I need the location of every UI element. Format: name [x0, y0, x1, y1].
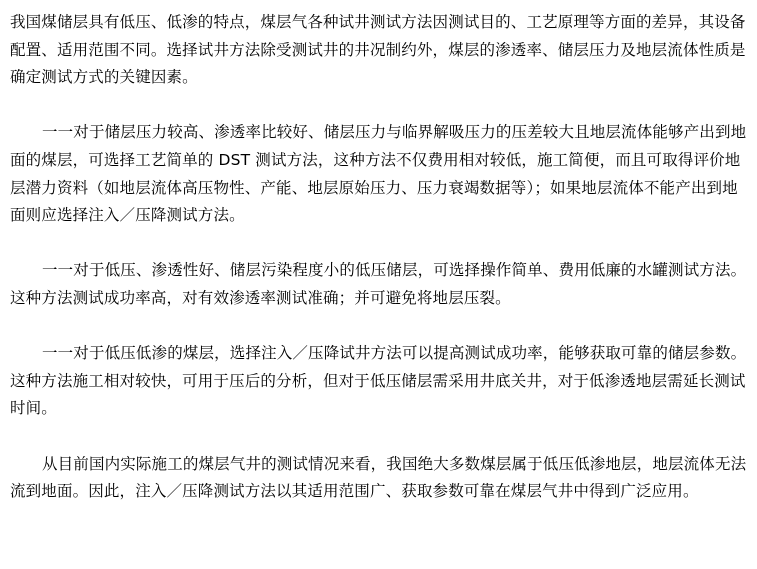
paragraph-conclusion: 从目前国内实际施工的煤层气井的测试情况来看，我国绝大多数煤层属于低压低渗地层，地层流体无法流到地面。因此，注入／压降测试方法以其适用范围广、获取参数可靠在煤层气井中得到广泛应用。: [10, 454, 747, 501]
paragraph-case-low-pressure-low-perm: 一一对于低压低渗的煤层，选择注入／压降试井方法可以提高测试成功率，能够获取可靠的储层参数。这种方法施工相对较快，可用于压后的分析，但对于低压储层需采用井底关井，对于低渗透地层需延长测试时间。: [10, 344, 747, 418]
paragraph-case-high-pressure: 一一对于储层压力较高、渗透率比较好、储层压力与临界解吸压力的压差较大且地层流体能够产出到地面的煤层，可选择工艺简单的 DST 测试方法，这种方法不仅费用相对较低，施工简便，而且可取得评价地层潜力资料（如地层流体高压物性、产能、地层原始压力、压力衰竭数据等）；如果地层流体不能产出到地面则应选择注入／压降测试方法。: [10, 123, 747, 225]
paragraph-case-low-pressure-good-perm: 一一对于低压、渗透性好、储层污染程度小的低压储层，可选择操作简单、费用低廉的水罐测试方法。这种方法测试成功率高，对有效渗透率测试准确；并可避免将地层压裂。: [10, 261, 747, 307]
paragraph-intro: 我国煤储层具有低压、低渗的特点，煤层气各种试井测试方法因测试目的、工艺原理等方面的差异，其设备配置、适用范围不同。选择试井方法除受测试井的井况制约外，煤层的渗透率、储层压力及地层流体性质是确定测试方式的关键因素。: [10, 13, 746, 87]
